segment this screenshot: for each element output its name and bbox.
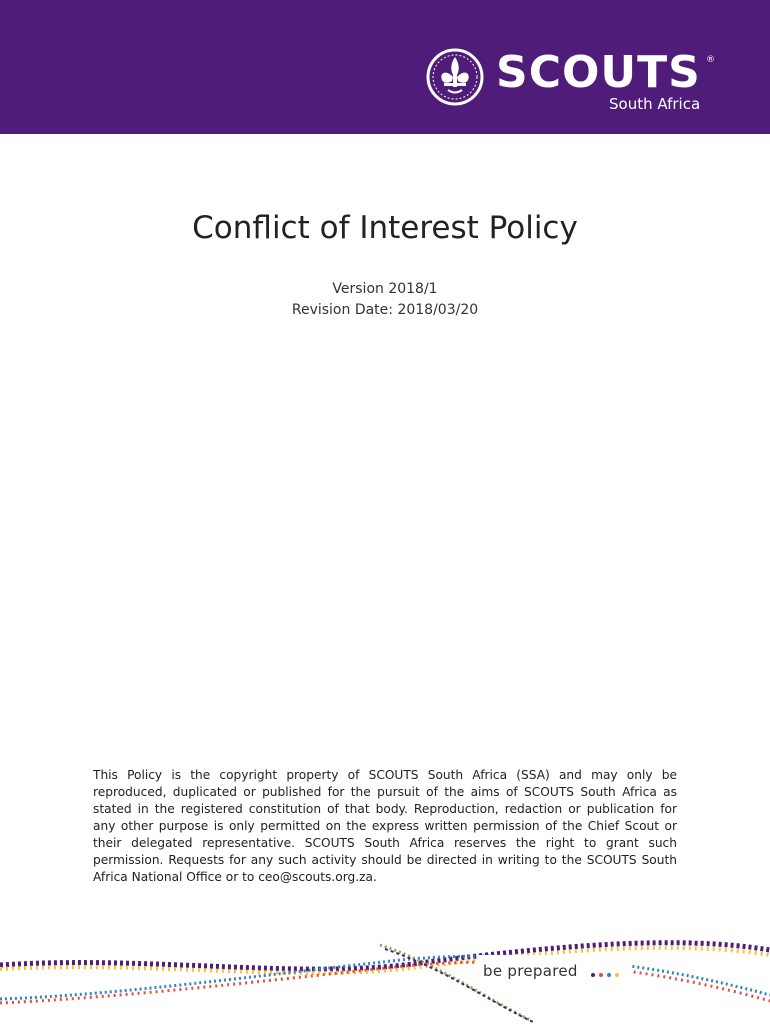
brand-name: SCOUTS <box>496 47 701 98</box>
brand-subtitle: South Africa <box>609 95 701 113</box>
scouts-logo <box>426 47 716 113</box>
copyright-notice: This Policy is the copyright property of SCOUTS South Africa (SSA) and may only be reproduced, duplicated or published for the pursuit of the aims of SCOUTS South Africa as stated in the registered constitution of that body. Reproduction, redaction or publication for any other purpose is only permitted on the express written permission of the Chief Scout or their delegated representative. SCOUTS South Africa reserves the right to grant such permission. Requests for any such activity should be directed in writing to the SCOUTS South Africa National Office or to ceo@scouts.org.za. <box>93 768 677 884</box>
tagline-dot <box>599 973 603 977</box>
tagline-dots <box>591 973 625 979</box>
tagline-dot <box>615 973 619 977</box>
tagline: be prepared <box>483 962 578 980</box>
document-title: Conflict of Interest Policy <box>192 210 578 246</box>
tagline-dot <box>607 973 611 977</box>
rope-decoration <box>0 925 770 1024</box>
tagline-dot <box>591 973 595 977</box>
revision-date: Revision Date: 2018/03/20 <box>291 302 479 318</box>
header-banner <box>0 0 770 134</box>
fleur-de-lis-icon <box>426 47 484 109</box>
document-version: Version 2018/1 <box>332 281 438 297</box>
registered-mark: ® <box>706 55 715 65</box>
